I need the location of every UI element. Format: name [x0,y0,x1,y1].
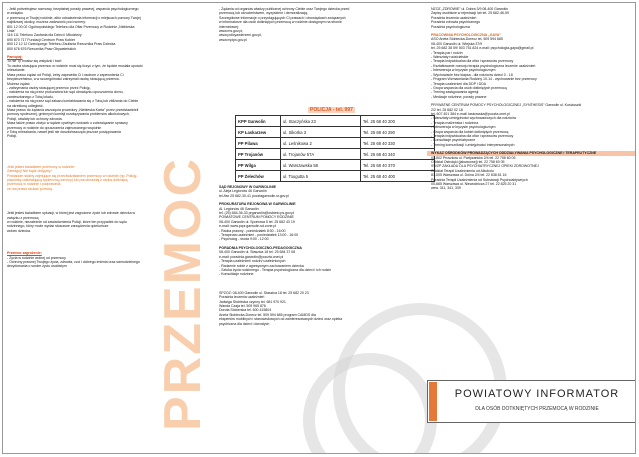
text-line: - Mediacje rodzinne, porady prawne [431,94,487,99]
rights-block [215,7,425,42]
text-line: - Konsultacje psychiatryczne [431,138,476,143]
banner-title: POWIATOWY INFORMATOR [454,388,620,400]
text-line: Powiadom służby zajmujące się przeciwdziałaniem przemocy w rodzinie (np. Policję, [7,173,138,178]
text-line: - Psycholog - środa 9:00 - 12:00 [219,237,269,242]
text-line: zamieszkanego z Tobą lokalu, [7,94,54,99]
text-line: - Radca prawny - poniedziałek 8:00 - 16:00 [219,228,286,233]
text-line: tel. 25 682 38 59/ 503 751 824 e-mail: psychologia-gaya@gmail.pl [431,46,534,51]
text-line: Szczegółowe informacje o przysługujących Ci prawach i obowiązkach związanych [219,15,346,20]
text-line: PRYWATNE CENTRUM POMOCY PSYCHOLOGICZNEJ „SYNTHESIS" Garwolin ul. Kościuszki [431,103,582,108]
synthesis-block [427,103,636,147]
nzoz-block [427,7,636,29]
police-cell-tel: Tel. 25 68 40 200 [360,116,434,127]
text-line: 116 111 Telefonu Zaufania dla Dzieci i Młodzieży [7,33,82,38]
prok-heading: PROKURATURA REJONOWA W GARWOLINIE [219,202,296,207]
text-line: psychiczna dla dzieci i dorosłych [219,321,270,326]
text-line: z przemocą w Twojej rodzinie, albo odnalezienia informacji o miejscach pomocy Twojej [7,15,141,20]
text-line: - Terapia uzależnień/ rodzin/ uzależnionych [219,259,286,264]
text-line: - Wychowanie bez klapsa - dla rodziców dzieci 0 - 18 [431,72,513,77]
text-line: - Sztuka życia rodzinnego - Terapia psychologiczna dla dzieci i ich rodzin [219,267,332,272]
title-banner [427,380,636,423]
police-row [236,116,435,127]
text-line: - Terapia uzależnień dla DDP i DDA [431,81,487,86]
police-cell-name: PP Pilawa [236,138,281,149]
text-line: Poradnia leczenia uzależnień [431,15,477,20]
text-line: Masz prawo do żądania wszczęcia procedury „Niebieska Karta" przez przedstawicieli [7,107,139,112]
police-cell-name: PP Trojanów [236,149,281,160]
text-line: decydowania o swoim życiu osobistym [7,264,67,269]
police-row [236,160,435,171]
text-line: w związku [7,11,23,16]
text-line: POWIATOWE CENTRUM POMOCY RODZINIE [219,215,294,220]
text-line: Zareaguj! Nie bądź obojętny! [7,169,52,174]
police-cell-name: KPP Garwolin [236,116,281,127]
text-line: bezpieczeństwo, a w szczególności zatrzymali osobę stosującą przemoc. [7,77,121,82]
police-cell-name: PP Wilga [236,160,281,171]
text-line: 00-665 Warszawa ul. Niewodnicza 27 tel. 22 825 20 31 [431,182,517,187]
text-line: - Terapia par i rodzin [431,50,463,55]
text-line: Poradnia leczenia uzależnień [219,295,265,300]
police-cell-name: PP Żelechów [236,171,281,182]
text-line: Policji. [7,134,17,139]
text-line: Masz prawo żądać od Policji, żeby zapewniła Ci i osobom z zapewnienia Ci [7,72,124,77]
text-line: - nałożenia na nią przez sąd zakazu kontaktowania się z Tobą lub zbliżania do Ciebie [7,99,139,104]
text-line: Linia" [7,29,16,34]
text-line: Jeśli jesteś świadkiem przemocy w rodzinie: [7,164,75,169]
banner-accent-bar [429,382,437,421]
text-line: - Grupa wsparcia dla osób dotkniętych przemocą [431,85,507,90]
text-line: rodzinnego, który może wydać stosowne zarządzenia opiekuńcze [7,224,109,229]
text-line: - Terapeuta uzależnień - poniedziałek 13:00 - 16:00 [219,233,299,238]
text-line: - Interwencja w kryzysie psychologicznym [431,68,496,73]
pamietaj-heading: Pamiętaj: [7,55,23,60]
text-line: - Warsztaty umiejętności wychowawczych dla rodziców [431,116,516,121]
police-row [236,171,435,182]
text-line: przemocą lub okrucieństwem, wyzyskiem i demoralizacją. [219,11,309,16]
text-line: www.policyawierzeni.gov.pl, [219,33,262,38]
police-title: POLICJA - tel. 997 [310,107,353,113]
text-line: 05-802 Pruszków ul. Partyzantów 2/4 tel. 22 758 60 05 [431,155,516,160]
text-line: - Ochrony prawnej Twojego życia, zdrowia, czci i dobrego imienia oraz samodzielnego [7,260,140,265]
text-line: 690 870 717 Fundacji Centrum Praw Kobiet [7,37,75,42]
text-line: tel./fax 25 682-30-41 pocztagarwolin.sr.gov.pl [219,193,289,198]
text-line: Masz także prawo złożyć w sądzie cywilnym wniosek o zobowiązanie sprawcy [7,121,128,126]
text-line: SWZP ZAKŁADU DLA PSYCHIATRYCZNEJ OPIEKI ZDROWOTNEJ [431,164,539,169]
text-line: - Grupa wsparcia dla kobiet dotkniętych przemocą [431,129,509,134]
text-line: w informatorze dla osób dotkniętych przemocą w rodzinie dostępnym na stronie [219,20,342,25]
text-line: - Trening zastępowania agresji [431,90,479,95]
text-line: wew. 311, 341, 339 [431,186,461,191]
text-line: e-mail: www.pcpr.garwolin.sd.zone.pl [219,224,277,229]
banner-subtitle: DLA OSÓB DOTKNIĘTYCH PRZEMOCĄ W RODZINIE [475,406,599,412]
police-cell-tel: Tel. 25 68 40 340 [360,149,434,160]
text-line: - Życia w rodzinie wolnej od przemocy [7,255,66,260]
police-cell-tel: Tel. 25 68 40 330 [360,138,434,149]
text-line: - Kształtowanie rozwoju terapia psychologiczna leczenie uzależnień [431,63,536,68]
police-cell-addr: ul. Tougutta 5 [281,171,361,182]
text-line: ekspertów mobilnych i stanowiskowych od zainteresowanych dzieci oraz opieka [219,317,343,322]
gaya-heading: PRACOWNIA PSYCHOLOGICZNA „GAYA" [431,33,501,38]
text-line: www.ms.gov.pl, [219,29,243,34]
text-line: - Terapia indywidualna dla ofiar i sprawców przemocy [431,133,514,138]
text-line: Aneta Stobiecka-Dorecz tel. 509 594 685 program CAMDS dla [219,312,316,317]
ppp-heading: PORADNIA PSYCHOLOGICZNO-PEDAGOGICZNA [219,245,302,250]
text-line: Oddział Terapii Uzależnienia od Alkoholu [431,168,494,173]
police-cell-addr: ul. Staczyńska 23 [281,116,361,127]
text-line: 800 12 12 12 Dziecięcego Telefonu Zaufania Rzecznika Praw Dziecka [7,42,116,47]
text-line: ASO Aneta Stobiecka-Dorecz tel. 509 594 685 [431,37,503,42]
sad-heading: SĄD REJONOWY W GARWOLINIE [219,185,276,189]
gaya-block [427,37,636,99]
sad-block [215,189,425,198]
text-line: tel. 607 401 384 e-mail: laskowska@poczta.onet.pl [431,111,510,116]
ppp-block [215,250,425,276]
text-line: Oddział Ostrołęki (jałowcowej) tel. 22 758 60 05 [431,160,505,164]
watermark-text: PRZEMOC [154,157,212,431]
text-line: - Program Wzmacniania Rodziny 10-14 - wychowanie bez przemocy [431,77,537,82]
text-line: - Konsultacje rodzinne [219,272,254,277]
text-line: 08-400 Garwolin ul. Wiejska 37/9 [431,41,483,46]
text-line: na określoną odległość. [7,103,44,108]
text-line: - Radzenie sobie z agresywnym zachowaniem dziecka [219,263,304,268]
police-cell-addr: ul. Trojanów 57A [281,149,361,160]
police-row [236,138,435,149]
text-line: Policji, oświaty lub ochrony zdrowia. [7,116,63,121]
column-2-lower [215,185,425,454]
text-line: Poradnia Terapii Uzależnienia od Substancji Psychoaktywnych [431,177,528,182]
text-line: Jeśli jesteś świadkiem sytuacji, w której jest zagrożone życie lub zdrowie dziecka w [7,211,136,216]
text-line: NZOZ „ZDROWIE" ul. Dobra 3/9 08-400 Garwolin [431,7,508,11]
prok-block [215,207,425,242]
police-cell-tel: Tel. 25 68 40 370 [360,160,434,171]
police-cell-addr: ul. Warszawska 58 [281,160,361,171]
text-line: e-mail: poradnia.garwolin@poczta.onet.pl [219,254,284,259]
text-line: - Terapia indywidualna dla ofiar i sprawców przemocy [431,59,514,64]
text-line: ul. Aleja Legionów 46 Garwolin [219,189,267,194]
spzoz-block [215,291,425,326]
text-line: - Warsztaty rodzicielskie [431,55,469,60]
text-line: Al. Legionów 46 Garwolin [219,206,259,211]
text-line: - nałożenia na nią przez prokuratora lub sąd obowiązku opuszczenia domu, [7,90,124,95]
text-line: tel. (25) 684-36-33 prgarwolin@oskteto.ps.gov.pl [219,211,295,216]
text-line: 801 12 00 02 Ogólnopolskiego Telefonu dla Ofiar Przemocy w Rodzinie „Niebieska [7,24,135,29]
text-line: To osoba stosująca przemoc w rodzinie musi się liczyć z tym, że będzie musiała opuścić [7,63,143,68]
text-line: - Żądania od organów władzy publicznej ochrony Ciebie oraz Twojego dziecka przed [219,7,350,11]
text-line: www.mpips.gov.pl [219,37,247,42]
police-cell-addr: ul. Sikorka 3 [281,127,361,138]
text-line: związku z przemocą [7,215,39,220]
text-line: 800 676 676 Rzecznika Praw Obywatelskich [7,46,76,51]
text-line: przemocą w rodzinie i podpowiedz, [7,182,62,187]
text-line: Poradnia psychologiczna [431,24,470,29]
text-line: wobec dziecka. [7,228,31,233]
text-line: że ma prawo szukać pomocy. [7,186,53,191]
police-cell-name: KP Łaskarzew [236,127,281,138]
text-line: przemocy w rodzinie do opuszczenia zajmowanego wspólnie [7,125,102,130]
text-line: 2/2 tel. 25 682 02 18 [431,107,463,112]
text-line: w rodzinie, niezależnie od zawiadomienia Policji, które ten przypadek do sądu [7,220,127,225]
text-line: najbliższej okolicy, możesz zadzwonić pod numery: [7,20,86,25]
text-line: Jadwiga Stoblecka czynny tel. 681 970 921 [219,299,286,304]
text-line: - Interwencja w kryzysie psychologicznym [431,125,496,130]
wykaz-heading: WYKAZ OŚRODKÓW PROWADZĄCYCH ODDZIAŁYWANIA PSYCHOLOGICZNE I TERAPEUTYCZNE [427,151,636,155]
text-line: internetowej: [219,24,239,29]
text-line: 81-005 Warszawa ul. Dolna 2/4 tel. 22 838 81 16 [431,173,507,178]
text-line: Wanda Czaja tel. 509 965 876 [219,303,266,308]
text-line: pomocy społecznej, gminnych komisji rozwiązywania problemów alkoholowych, [7,112,130,117]
text-line: - zatrzymania osoby stosującej przemoc przez Policję, [7,85,91,90]
text-line: - Jeśli potrzebujesz rozmowy, bezpłatnej porady prawnej, wsparcia psychologicznego [7,7,139,11]
text-line: SPZOZ: 08-400 Garwolin ul. Staszica 18 tel. 25 682 20 23 [219,290,309,295]
text-line: Poradnia zdrowia psychicznego [431,20,481,25]
text-line: To nie Ty musisz się wstydzić i bać! [7,59,62,64]
police-row [236,149,435,160]
police-cell-tel: Tel. 25 68 40 400 [360,171,434,182]
police-cell-tel: Tel. 25 68 40 290 [360,127,434,138]
text-line: Zapisy osobiście w rejestracji lub tel. 25 682-46-59 [431,11,509,16]
text-line: 08-400 Garwolin ul. Staszica 18 tel. 25 684 37 08 [219,250,296,255]
text-line: Możesz żądać: [7,81,31,86]
police-table [235,115,435,182]
police-row [236,127,435,138]
text-line: Dorota Stoberska tel. 600 415804 [219,308,272,313]
text-line: mieszkanie. [7,68,26,73]
brochure-page [2,2,636,454]
text-line: placówkę oddziałującą społeczną pomocy) lub porozmawiaj z osobą dotkniętą [7,178,128,182]
wykaz-block [427,156,636,191]
text-line: - Trening komunikacji i umiejętności interpersonalnych [431,142,515,147]
przemoc-heading: Przemoc zagrożenie: [7,251,42,256]
text-line: 08-400 Garwolin ul. Sportowa 5 tel. 25 682 43 19 [219,219,295,224]
police-cell-addr: ul. Leśnikowa 2 [281,138,361,149]
text-line: z Tobą mieszkania, nawet jeśli nie doszło/wszczęto jeszcze postępowania [7,129,121,134]
text-line: - Terapia malżeńska i rodzinna [431,120,479,125]
